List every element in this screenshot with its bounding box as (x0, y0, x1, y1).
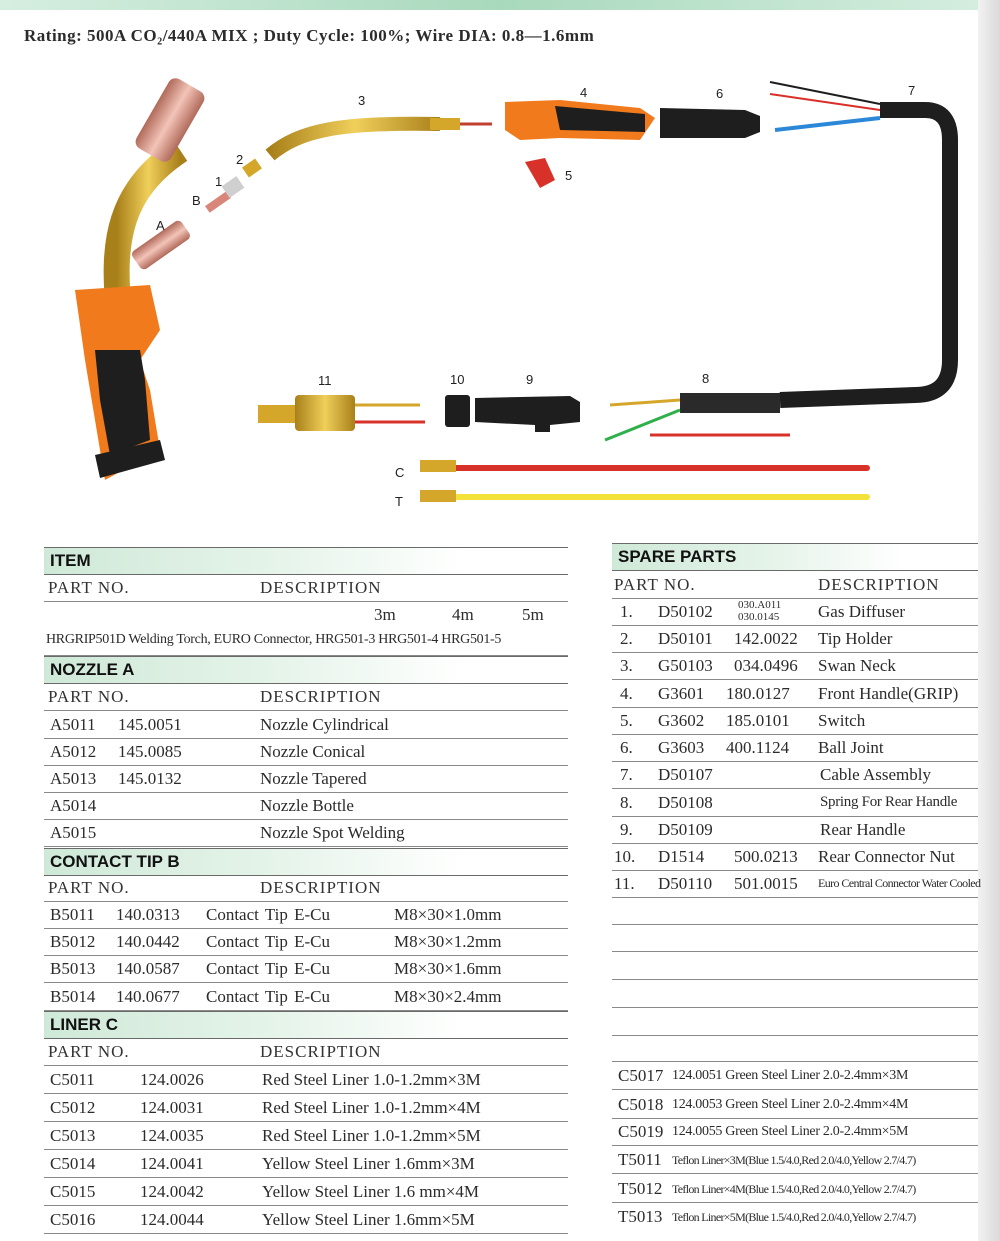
table-row: 7. D50107 Cable Assembly (612, 761, 978, 789)
table-row: T5011 Teflon Liner×3M(Blue 1.5/4.0,Red 2.0/4.0,Yellow 2.7/4.7) (612, 1146, 978, 1174)
rating-line: Rating: 500A CO₂/440A MIX ; Duty Cycle: 100%; Wire DIA: 0.8—1.6mm (24, 26, 595, 45)
ball-joint (660, 108, 760, 138)
table-row: C5014 124.0041 Yellow Steel Liner 1.6mm×3M (44, 1150, 568, 1178)
table-row: C5017 124.0051 Green Steel Liner 2.0-2.4mm×3M (612, 1062, 978, 1090)
table-row: B5012 140.0442 Contact Tip E-Cu M8×30×1.2mm (44, 928, 568, 956)
table-row: 9. D50109 Rear Handle (612, 816, 978, 844)
callout-3: 3 (358, 93, 366, 108)
table-row: 2. D50101 142.0022 Tip Holder (612, 625, 978, 653)
liner-header-row: PART NO. DESCRIPTION (44, 1038, 568, 1066)
table-row: C5019 124.0055 Green Steel Liner 2.0-2.4mm×5M (612, 1118, 978, 1146)
callout-8: 8 (702, 371, 710, 386)
table-row: T5012 Teflon Liner×4M(Blue 1.5/4.0,Red 2.0/4.0,Yellow 2.7/4.7) (612, 1175, 978, 1203)
callout-7: 7 (908, 83, 916, 98)
nozzle-assembled (133, 75, 208, 164)
callout-b: B (192, 193, 201, 208)
table-row: A5013 145.0132 Nozzle Tapered (44, 765, 568, 793)
section-spare-parts: SPARE PARTS (612, 543, 978, 571)
callout-10: 10 (450, 372, 465, 387)
liner-c (420, 465, 870, 471)
empty-row (612, 897, 978, 925)
table-row: C5016 124.0044 Yellow Steel Liner 1.6mm×5M (44, 1206, 568, 1234)
callout-a: A (156, 218, 165, 233)
empty-row (612, 980, 978, 1008)
empty-row (612, 952, 978, 980)
table-row: A5011 145.0051 Nozzle Cylindrical (44, 711, 568, 739)
table-row: 11. D50110 501.0015 Euro Central Connector Water Cooled (612, 870, 978, 898)
torch-diagram (0, 60, 980, 520)
table-row: B5011 140.0313 Contact Tip E-Cu M8×30×1.0mm (44, 901, 568, 929)
table-row: C5015 124.0042 Yellow Steel Liner 1.6 mm×4M (44, 1178, 568, 1206)
callout-4: 4 (580, 85, 588, 100)
table-row: 1. D50102 030.A011 030.0145 Gas Diffuser (612, 598, 978, 626)
contact-tip-b (205, 191, 231, 212)
swan-neck-fitting (430, 118, 460, 130)
section-item: ITEM (44, 547, 568, 575)
nozzle-header-row: PART NO. DESCRIPTION (44, 683, 568, 711)
callout-2: 2 (236, 152, 244, 167)
table-row: 8. D50108 Spring For Rear Handle (612, 789, 978, 817)
length-row: 3m 4m 5m (374, 605, 544, 624)
callout-5: 5 (565, 168, 573, 183)
table-row: A5014 Nozzle Bottle (44, 792, 568, 820)
table-row: 10. D1514 500.0213 Rear Connector Nut (612, 843, 978, 871)
rear-handle (475, 396, 580, 432)
table-row: C5018 124.0053 Green Steel Liner 2.0-2.4mm×4M (612, 1091, 978, 1119)
section-nozzle: NOZZLE A (44, 656, 568, 684)
liner-c-end (420, 460, 456, 472)
callout-11: 11 (318, 373, 332, 388)
empty-row (612, 1008, 978, 1036)
cable-assembly (770, 82, 950, 400)
table-row: C5012 124.0031 Red Steel Liner 1.0-1.2mm×4M (44, 1094, 568, 1122)
empty-row (612, 1034, 978, 1062)
callout-1: 1 (215, 174, 223, 189)
table-row: C5011 124.0026 Red Steel Liner 1.0-1.2mm×3M (44, 1066, 568, 1094)
rear-spring (605, 393, 790, 440)
callout-c: C (395, 465, 405, 480)
assembled-torch (75, 75, 207, 480)
switch (525, 158, 555, 188)
callout-9: 9 (526, 372, 534, 387)
header-band (0, 0, 1000, 10)
swan-neck (270, 124, 440, 155)
callout-6: 6 (716, 86, 724, 101)
item-header-row: PART NO. DESCRIPTION (44, 574, 568, 602)
table-row: 3. G50103 034.0496 Swan Neck (612, 652, 978, 680)
contact-tip-header-row: PART NO. DESCRIPTION (44, 874, 568, 902)
table-row: 6. G3603 400.1124 Ball Joint (612, 734, 978, 762)
liner-t (420, 494, 870, 500)
torch-row: HRGRIP501D Welding Torch, EURO Connector, HRG501-3 HRG501-4 HRG501-5 (44, 628, 568, 656)
table-row: A5015 Nozzle Spot Welding (44, 819, 568, 847)
table-row: 5. G3602 185.0101 Switch (612, 707, 978, 735)
spare-header-row: PART NO. DESCRIPTION (612, 571, 978, 599)
table-row: A5012 145.0085 Nozzle Conical (44, 738, 568, 766)
callout-t: T (395, 494, 403, 509)
table-row: B5013 140.0587 Contact Tip E-Cu M8×30×1.6mm (44, 955, 568, 983)
liner-t-end (420, 490, 456, 502)
tip-holder (242, 158, 262, 177)
rear-connector-nut (445, 395, 470, 427)
table-row: T5013 Teflon Liner×5M(Blue 1.5/4.0,Red 2.0/4.0,Yellow 2.7/4.7) (618, 1207, 916, 1226)
euro-connector (258, 395, 425, 431)
page-edge (978, 0, 1000, 1241)
empty-row (612, 924, 978, 952)
table-row: B5014 140.0677 Contact Tip E-Cu M8×30×2.4mm (44, 983, 568, 1011)
section-contact-tip: CONTACT TIP B (44, 848, 568, 876)
section-liner: LINER C (44, 1011, 568, 1039)
table-row: C5013 124.0035 Red Steel Liner 1.0-1.2mm×5M (44, 1122, 568, 1150)
table-row: 4. G3601 180.0127 Front Handle(GRIP) (612, 680, 978, 708)
